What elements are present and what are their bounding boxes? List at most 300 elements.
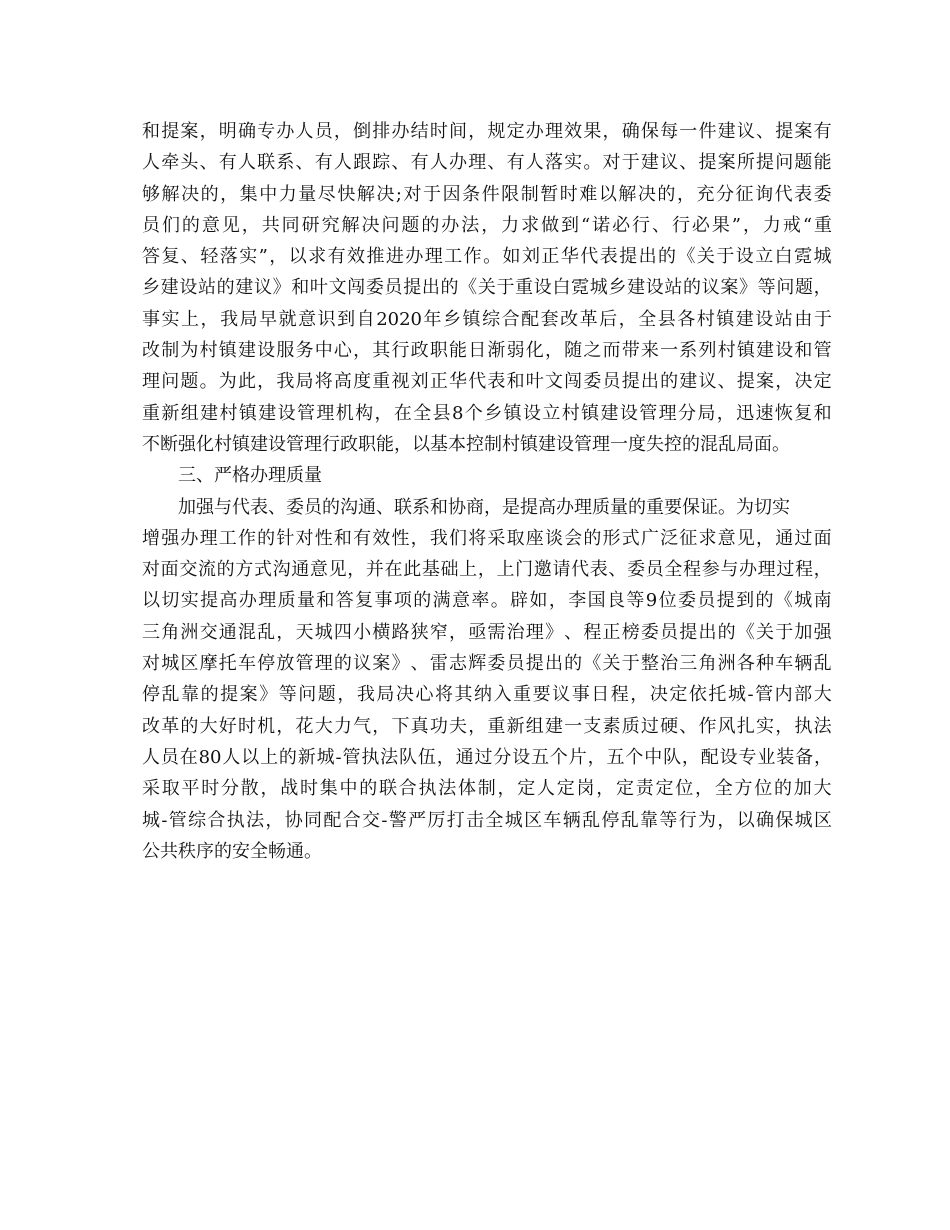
text-glyph: 关 <box>696 246 715 268</box>
text-glyph: 散 <box>240 778 259 800</box>
text-glyph: 问 <box>298 684 317 706</box>
text-glyph: 案 <box>794 121 813 142</box>
text-glyph: 区 <box>814 809 832 831</box>
text-glyph: 办 <box>449 152 467 174</box>
text-glyph: 重 <box>142 402 160 424</box>
text-glyph: 门 <box>515 559 534 581</box>
text-glyph: 打 <box>446 809 465 831</box>
text-glyph: 治 <box>506 621 525 643</box>
text-glyph: 人 <box>429 152 448 174</box>
text-glyph: 究 <box>321 214 340 236</box>
text-glyph: 对 <box>142 559 160 581</box>
text-glyph: 提 <box>716 590 735 612</box>
text-glyph: ， <box>468 121 487 142</box>
text-line <box>142 179 832 210</box>
text-glyph: 、 <box>608 559 627 581</box>
text-glyph: 全 <box>413 402 432 424</box>
text-line <box>142 523 832 554</box>
text-glyph: 五 <box>531 746 550 768</box>
text-glyph: 配 <box>700 746 719 768</box>
text-glyph: 提 <box>621 371 640 393</box>
text-glyph: 采 <box>142 778 160 800</box>
text-glyph: 、 <box>756 121 774 142</box>
text-glyph: 设 <box>735 246 754 268</box>
text-glyph: 设 <box>512 746 531 768</box>
text-glyph: 迅 <box>736 402 755 424</box>
text-glyph: 闯 <box>564 371 583 393</box>
text-glyph: ， <box>497 778 516 800</box>
text-glyph: 暂 <box>540 183 559 205</box>
text-glyph: 定 <box>616 778 634 800</box>
text-glyph: 的 <box>200 684 219 706</box>
text-glyph: 关 <box>477 277 496 299</box>
text-glyph: 理 <box>757 559 776 581</box>
text-glyph: 我 <box>429 527 448 549</box>
text-glyph: 求 <box>698 527 717 549</box>
text-glyph: 过 <box>640 715 659 737</box>
text-glyph: 意 <box>298 308 317 330</box>
text-glyph: 沟 <box>272 559 291 581</box>
text-glyph: 在 <box>393 402 412 424</box>
text-glyph: 方 <box>235 559 254 581</box>
text-glyph: ， <box>333 121 352 142</box>
text-glyph: ， <box>548 590 567 612</box>
text-line: 加强与代表、委员的沟通、联系和协商，是提高办理质量的重要保证。为切实 <box>178 496 790 518</box>
text-glyph: 华 <box>449 371 467 393</box>
text-glyph: 洲 <box>180 621 199 643</box>
text-glyph: ， <box>775 371 794 393</box>
text-glyph: 做 <box>541 214 560 236</box>
text-glyph: 的 <box>216 559 235 581</box>
text-line <box>142 366 832 397</box>
text-glyph: 理 <box>316 402 335 424</box>
text-glyph: 提 <box>619 246 638 268</box>
text-glyph: 明 <box>218 121 237 142</box>
text-glyph: 委 <box>813 183 832 205</box>
text-glyph: 效 <box>347 246 366 268</box>
text-glyph: 靠 <box>640 809 659 831</box>
text-glyph: 和 <box>333 527 352 549</box>
text-glyph: ， <box>257 371 276 393</box>
text-glyph: 理 <box>525 621 544 643</box>
text-glyph: 停 <box>601 809 620 831</box>
text-glyph: 果 <box>583 121 602 142</box>
text-glyph: 配 <box>323 809 342 831</box>
text-glyph: ， <box>742 214 761 236</box>
text-glyph: 我 <box>356 684 375 706</box>
text-glyph: 采 <box>487 527 506 549</box>
text-glyph: ， <box>265 809 284 831</box>
text-glyph: 力 <box>501 214 520 236</box>
text-glyph: 理 <box>658 402 677 424</box>
text-glyph: 案 <box>372 653 391 675</box>
text-glyph: 请 <box>552 559 571 581</box>
text-glyph: 闯 <box>347 277 366 299</box>
text-glyph: 人 <box>295 121 314 142</box>
text-glyph: 击 <box>466 809 485 831</box>
text-glyph: 面 <box>813 527 832 549</box>
text-glyph: 进 <box>385 246 404 268</box>
text-glyph: 恢 <box>774 402 793 424</box>
text-glyph: 种 <box>756 653 774 675</box>
text-glyph: 行 <box>671 214 690 236</box>
text-glyph: 议 <box>736 121 755 142</box>
text-glyph: 务 <box>295 340 314 362</box>
text-glyph: 识 <box>317 308 336 330</box>
text-line <box>142 773 832 804</box>
text-glyph: 执 <box>361 746 380 768</box>
text-glyph: ， <box>372 715 391 737</box>
text-glyph: 花 <box>295 715 314 737</box>
text-glyph: 和 <box>813 402 832 424</box>
text-line <box>142 742 832 773</box>
text-glyph: 案 <box>239 684 258 706</box>
text-glyph: 良 <box>607 590 625 612</box>
text-glyph: ， <box>756 527 774 549</box>
text-glyph: “ <box>802 214 813 236</box>
text-glyph: 集 <box>319 778 338 800</box>
text-glyph: 针 <box>276 527 295 549</box>
text-glyph: 答 <box>335 590 354 612</box>
text-glyph: 设 <box>522 402 541 424</box>
text-glyph: 村 <box>696 308 715 330</box>
text-glyph: 组 <box>180 402 199 424</box>
text-glyph: ， <box>260 778 279 800</box>
text-glyph: 建 <box>717 121 736 142</box>
text-glyph: ” <box>258 246 268 268</box>
text-glyph: 要 <box>532 684 551 706</box>
text-glyph: 意 <box>201 214 220 236</box>
text-glyph: 戒 <box>782 214 801 236</box>
text-glyph: 辉 <box>468 653 487 675</box>
text-glyph: 于 <box>716 246 735 268</box>
text-glyph: 、 <box>391 152 410 174</box>
text-glyph: 人 <box>237 152 256 174</box>
text-glyph: 白 <box>552 277 571 299</box>
text-glyph: 征 <box>735 183 754 205</box>
text-glyph: 列 <box>698 340 717 362</box>
text-glyph: 的 <box>359 778 378 800</box>
text-glyph: 法 <box>246 809 265 831</box>
text-glyph: 轻 <box>200 246 219 268</box>
text-glyph: 城 <box>316 746 335 768</box>
text-glyph: 和 <box>316 590 335 612</box>
text-glyph: 诺 <box>592 214 611 236</box>
text-glyph: 纳 <box>474 684 493 706</box>
text-line <box>142 585 832 616</box>
text-glyph: 研 <box>301 214 320 236</box>
text-glyph: 征 <box>679 527 698 549</box>
text-glyph: 设 <box>619 402 638 424</box>
text-glyph: 随 <box>564 340 583 362</box>
text-glyph: 行 <box>632 214 651 236</box>
text-glyph: 的 <box>440 277 459 299</box>
text-glyph: 厉 <box>427 809 446 831</box>
text-glyph: 定 <box>655 778 674 800</box>
text-glyph: 题 <box>317 684 336 706</box>
text-glyph: 的 <box>278 746 297 768</box>
text-glyph: 事 <box>142 308 160 330</box>
text-glyph: ， <box>481 214 500 236</box>
text-glyph: 难 <box>579 183 598 205</box>
text-glyph: 办 <box>739 559 757 581</box>
text-glyph: 局 <box>239 308 258 330</box>
text-glyph: 保 <box>640 121 659 142</box>
text-glyph: 站 <box>664 277 683 299</box>
text-glyph: ， <box>596 778 615 800</box>
text-glyph: 见 <box>328 559 347 581</box>
text-glyph: ， <box>602 121 621 142</box>
text-glyph: 人 <box>525 152 544 174</box>
text-glyph: 执 <box>226 809 245 831</box>
text-glyph: 于 <box>621 653 640 675</box>
text-line <box>142 679 832 710</box>
text-glyph: 素 <box>602 715 621 737</box>
text-glyph: 理 <box>199 527 218 549</box>
text-glyph: 新 <box>161 402 180 424</box>
text-glyph: 设 <box>533 277 552 299</box>
text-glyph: 复 <box>161 246 180 268</box>
text-glyph: 交 <box>199 621 218 643</box>
text-glyph: 议 <box>353 653 372 675</box>
text-glyph: 制 <box>520 183 539 205</box>
text-glyph: 联 <box>379 778 397 800</box>
text-glyph: 率 <box>471 590 490 612</box>
text-glyph: 大 <box>199 715 218 737</box>
text-glyph: 来 <box>640 340 659 362</box>
text-glyph: 全 <box>485 809 504 831</box>
text-glyph: 见 <box>221 214 240 236</box>
text-glyph: 出 <box>698 621 717 643</box>
text-glyph: 设 <box>179 277 198 299</box>
text-glyph: 专 <box>738 746 757 768</box>
text-glyph: 意 <box>717 527 736 549</box>
text-glyph: 提 <box>679 621 698 643</box>
text-glyph: 委 <box>487 653 506 675</box>
text-glyph: 城 <box>794 590 813 612</box>
text-glyph: 答 <box>142 246 160 268</box>
text-glyph: 配 <box>521 308 540 330</box>
text-glyph: 法 <box>438 778 457 800</box>
text-glyph: 的 <box>257 527 276 549</box>
text-glyph: 队 <box>663 746 682 768</box>
text-glyph: 个 <box>625 746 644 768</box>
text-glyph: 提 <box>403 277 422 299</box>
text-line <box>142 617 832 648</box>
text-glyph: 建 <box>258 402 277 424</box>
text-glyph: 乱 <box>582 809 601 831</box>
text-glyph: 重 <box>513 684 532 706</box>
text-glyph: 三 <box>679 653 698 675</box>
text-glyph: 到 <box>337 308 356 330</box>
text-glyph: 停 <box>257 653 276 675</box>
text-glyph: 此 <box>237 371 256 393</box>
text-glyph: 、 <box>717 371 736 393</box>
text-glyph: 城 <box>727 684 746 706</box>
text-glyph: 题 <box>794 152 813 174</box>
text-glyph: 以 <box>736 809 755 831</box>
text-glyph: 管 <box>342 746 361 768</box>
text-glyph: 工 <box>444 246 463 268</box>
text-glyph: 执 <box>794 715 813 737</box>
text-glyph: 》 <box>259 684 278 706</box>
text-glyph: 理 <box>468 152 487 174</box>
text-glyph: 乡 <box>142 277 160 299</box>
text-glyph: 、 <box>410 653 429 675</box>
text-glyph: 和 <box>506 371 525 393</box>
text-line: 不断强化村镇建设管理行政职能，以基本控制村镇建设管理一度失控的混乱局面。 <box>142 433 790 455</box>
text-glyph: 有 <box>410 152 429 174</box>
text-glyph: 提 <box>775 121 794 142</box>
text-glyph: 自 <box>356 308 375 330</box>
text-glyph: - <box>161 809 168 831</box>
text-glyph: 、 <box>564 621 583 643</box>
text-glyph: 、 <box>199 152 218 174</box>
text-glyph: 力 <box>333 715 352 737</box>
text-glyph: ， <box>695 778 713 800</box>
text-glyph: 辆 <box>794 653 813 675</box>
text-glyph: 同 <box>281 214 300 236</box>
text-glyph: 决 <box>376 183 395 205</box>
text-glyph: 有 <box>218 152 237 174</box>
text-glyph: 项 <box>393 590 412 612</box>
text-glyph: 切 <box>161 590 180 612</box>
text-glyph: 办 <box>276 121 295 142</box>
text-glyph: 摩 <box>199 653 218 675</box>
text-glyph: 意 <box>309 559 328 581</box>
text-glyph: - <box>747 684 754 706</box>
text-glyph: 弱 <box>506 340 525 362</box>
text-glyph: 员 <box>314 121 333 142</box>
text-glyph: 方 <box>734 778 753 800</box>
text-glyph: 表 <box>487 371 506 393</box>
text-glyph: 区 <box>524 809 543 831</box>
text-glyph: 议 <box>253 277 272 299</box>
text-glyph: 确 <box>756 809 775 831</box>
text-glyph: 理 <box>258 590 277 612</box>
text-glyph: 城 <box>813 246 832 268</box>
text-glyph: 人 <box>142 746 160 768</box>
text-glyph: 设 <box>719 746 738 768</box>
text-glyph: 委 <box>627 559 646 581</box>
text-glyph: 委 <box>677 590 696 612</box>
text-glyph: 建 <box>679 371 698 393</box>
section-heading: 三、严格办理质量 <box>178 465 322 487</box>
text-glyph: 出 <box>544 653 563 675</box>
text-line <box>142 805 832 836</box>
text-glyph: 事 <box>374 590 393 612</box>
text-glyph: 过 <box>776 559 795 581</box>
text-glyph: 和 <box>142 121 160 142</box>
text-glyph: 城 <box>314 621 333 643</box>
text-glyph: 决 <box>361 214 380 236</box>
text-glyph: 榜 <box>621 621 640 643</box>
text-glyph: 办 <box>238 590 257 612</box>
text-glyph: 建 <box>237 340 256 362</box>
text-glyph: 为 <box>218 371 237 393</box>
text-glyph: 四 <box>333 621 352 643</box>
text-glyph: 议 <box>660 152 679 174</box>
text-glyph: ， <box>410 527 429 549</box>
text-glyph: 间 <box>449 121 467 142</box>
text-glyph: 实 <box>161 308 180 330</box>
text-glyph: 等 <box>626 590 645 612</box>
text-glyph: 横 <box>372 621 391 643</box>
text-glyph: 制 <box>161 340 180 362</box>
text-glyph: ， <box>436 746 455 768</box>
text-glyph: 政 <box>410 340 429 362</box>
text-glyph: 局 <box>376 684 395 706</box>
text-glyph: 时 <box>300 778 318 800</box>
text-glyph: 对 <box>403 183 422 205</box>
text-glyph: 》 <box>739 277 757 299</box>
text-glyph: 规 <box>487 121 506 142</box>
text-glyph: 正 <box>429 371 448 393</box>
text-glyph: 综 <box>188 809 207 831</box>
text-glyph: 的 <box>717 621 736 643</box>
text-glyph: 《 <box>459 277 478 299</box>
text-glyph: 如 <box>529 590 548 612</box>
text-glyph: 建 <box>756 340 774 362</box>
text-glyph: 建 <box>544 715 563 737</box>
text-line <box>142 116 832 147</box>
text-glyph: 时 <box>429 121 448 142</box>
text-glyph: 全 <box>714 778 733 800</box>
text-glyph: 区 <box>180 653 199 675</box>
text-glyph: 并 <box>365 559 384 581</box>
text-glyph: 员 <box>602 371 621 393</box>
text-glyph: 上 <box>260 746 279 768</box>
text-glyph: 分 <box>716 183 735 205</box>
text-glyph: 》 <box>544 621 563 643</box>
text-glyph: 和 <box>291 277 310 299</box>
text-glyph: 取 <box>506 527 525 549</box>
text-glyph: 构 <box>355 402 374 424</box>
text-glyph: 风 <box>717 715 736 737</box>
text-glyph: 建 <box>200 402 219 424</box>
text-glyph: 停 <box>142 684 160 706</box>
text-glyph: 车 <box>543 809 562 831</box>
text-glyph: 托 <box>708 684 727 706</box>
text-glyph: 分 <box>677 402 696 424</box>
text-glyph: 制 <box>477 778 496 800</box>
text-glyph: 支 <box>583 715 602 737</box>
text-glyph: 上 <box>496 559 515 581</box>
text-glyph: 在 <box>179 746 198 768</box>
text-glyph: ， <box>587 746 606 768</box>
text-glyph: 复 <box>355 590 374 612</box>
text-glyph: 心 <box>333 340 352 362</box>
text-glyph: ; <box>395 183 402 205</box>
text-glyph: 夫 <box>449 715 467 737</box>
text-glyph: 程 <box>794 559 813 581</box>
text-glyph: 会 <box>564 527 583 549</box>
text-glyph: 决 <box>794 371 813 393</box>
text-glyph: ， <box>199 121 218 142</box>
text-glyph: 设 <box>775 340 794 362</box>
text-line: 公共秩序的安全畅通。 <box>142 840 322 862</box>
text-glyph: 广 <box>640 527 659 549</box>
text-glyph: 所 <box>736 152 755 174</box>
text-glyph: 委 <box>583 371 602 393</box>
text-glyph: 定 <box>813 371 832 393</box>
text-glyph: - <box>381 809 388 831</box>
text-glyph: 其 <box>372 340 391 362</box>
text-glyph: 法 <box>461 214 480 236</box>
text-glyph: 解 <box>618 183 637 205</box>
text-glyph: 。 <box>583 152 602 174</box>
text-glyph: 代 <box>468 371 487 393</box>
